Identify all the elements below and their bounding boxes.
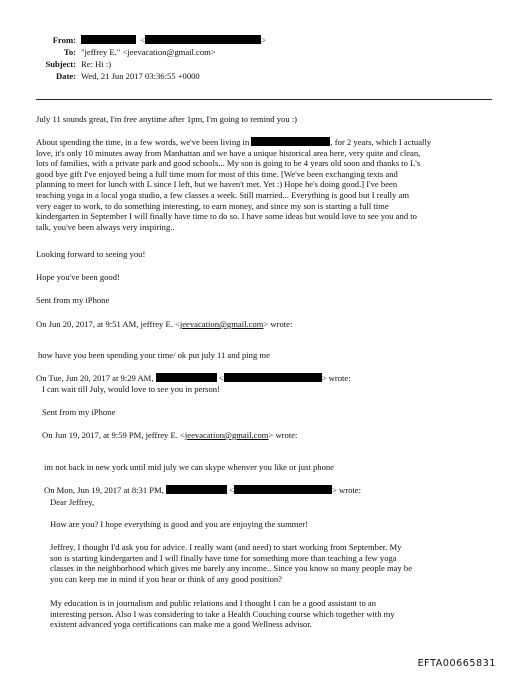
quote-attribution-3: On Jun 19, 2017, at 9:59 PM, jeffrey E. <jeevacation@gmail.com> wrote:	[42, 430, 298, 440]
redaction-block	[251, 137, 330, 146]
quote-attribution-1: On Jun 20, 2017, at 9:51 AM, jeffrey E. <jeevacation@gmail.com> wrote:	[36, 319, 293, 329]
body-paragraph-3: Looking forward to seeing you!	[36, 249, 146, 259]
redaction-block	[224, 373, 322, 382]
body-paragraph-2: About spending the time, in a few words, we've been living in , for 2 years, which I actually love, it's only 10 minutes away from Manhattan and we have a unique historical area here, very quite and clean, lots of families, with a private park and good schools... My son is going to be 4 years old soon and thanks to L's good bye gift I've enjoyed being a full time mom for most of this time. [We've been exchanging texts and planning to meet for lunch with L since I left, but we haven't met. Yet :) Hope he's doing good.] I've been teaching yoga in a local yoga studio, a few classes a week. Still married... Everything is good but I really am very eager to work, to do something interesting, to earn money, and since my son is starting a full time kindergarten in September I will finally have time to do so. I have some ideas but would love to see you and to talk, you've been always very inspiring..	[36, 137, 432, 232]
quote-paragraph-4-1: How are you? I hope everything is good and you are enjoying the summer!	[50, 519, 308, 529]
redaction-block	[156, 373, 217, 382]
quote-text-3: im not back in new york until mid july we can skype whenver you like or just phone	[44, 462, 334, 472]
redaction-block	[81, 35, 136, 44]
email-link[interactable]: jeevacation@gmail.com	[184, 430, 269, 440]
quote-paragraph-4-2: Jeffrey, I thought I'd ask you for advice. I really want (and need) to start working from September. My son is starting kindergarten and I will finally have time for something more than teaching a few yoga classes in the neighborhood which gives me barely any income.. Since you know so many people may be you can keep me in mind if you hear or think of any good position?	[50, 542, 413, 584]
subject-value: Re: Hi :)	[81, 59, 112, 69]
to-value: "jeffrey E." <jeevacation@gmail.com>	[81, 47, 216, 57]
header-divider	[36, 99, 492, 100]
body-paragraph-1: July 11 sounds great, I'm free anytime after 1pm, I'm going to remind you :)	[36, 114, 298, 124]
redaction-block	[166, 485, 227, 494]
body-paragraph-4: Hope you've been good!	[36, 272, 120, 282]
from-label: From:	[52, 35, 76, 45]
quote-greeting-4: Dear Jeffrey,	[50, 497, 95, 507]
date-value: Wed, 21 Jun 2017 03:36:55 +0000	[81, 71, 200, 81]
date-label: Date:	[55, 71, 76, 81]
quote-signature-2: Sent from my iPhone	[42, 407, 116, 417]
to-label: To:	[63, 47, 76, 57]
body-signature: Sent from my iPhone	[36, 295, 110, 305]
from-value: < >	[81, 35, 266, 46]
quote-paragraph-4-3: My education is in journalism and public relations and I thought I can be a good assistant to an interesting person. Also I was considering to take a Health Couching course which together with my existent advanced yoga certifications can make me a good Wellness advisor.	[50, 598, 395, 630]
redaction-block	[145, 35, 261, 44]
quote-text-2: I can wait till July, would love to see you in person!	[42, 384, 220, 394]
redaction-block	[234, 485, 332, 494]
quote-attribution-2: On Tue, Jun 20, 2017 at 9:29 AM, < > wrote:	[36, 373, 351, 383]
subject-label: Subject:	[45, 59, 76, 69]
email-link[interactable]: jeevacation@gmail.com	[179, 319, 264, 329]
quote-text-1: how have you been spending your time/ ok put july 11 and ping me	[38, 350, 270, 360]
quote-attribution-4: On Mon, Jun 19, 2017 at 8:31 PM, < > wrote:	[44, 485, 361, 495]
document-id: EFTA00665831	[417, 658, 496, 670]
